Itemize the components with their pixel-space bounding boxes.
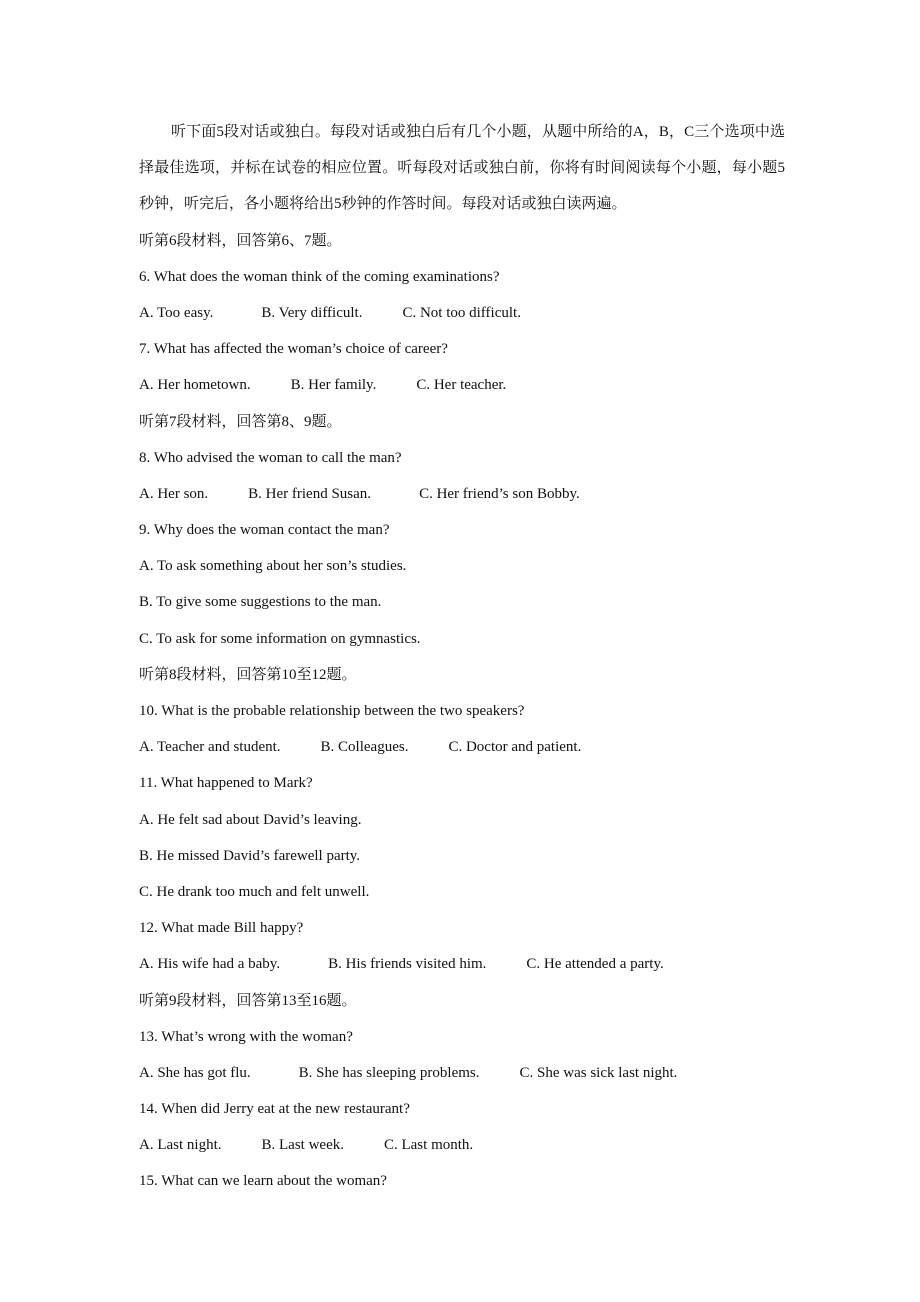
question-7: 7. What has affected the woman’s choice of career? xyxy=(139,341,448,358)
question-8: 8. Who advised the woman to call the man? xyxy=(139,449,402,466)
option-c: C. Her teacher. xyxy=(416,377,507,394)
options-q8 xyxy=(139,476,785,512)
options-q12 xyxy=(139,946,785,982)
option-a: A. Her hometown. xyxy=(139,377,251,394)
section-heading: 听第6段材料，回答第6、7题。 xyxy=(139,232,342,249)
question-13: 13. What’s wrong with the woman? xyxy=(139,1028,353,1045)
option-a: A. He felt sad about David’s leaving. xyxy=(139,811,362,828)
option-c: C. She was sick last night. xyxy=(519,1064,678,1081)
option-b: B. Her family. xyxy=(290,377,377,394)
option-a: A. Too easy. xyxy=(139,304,214,321)
option-c: C. Last month. xyxy=(383,1137,474,1154)
question-15: 15. What can we learn about the woman? xyxy=(139,1173,387,1190)
option-b: B. Colleagues. xyxy=(320,739,409,756)
listening-section xyxy=(139,114,785,1200)
option-b: B. He missed David’s farewell party. xyxy=(139,847,361,864)
option-c: C. Not too difficult. xyxy=(402,304,521,321)
question-9: 9. Why does the woman contact the man? xyxy=(139,522,390,539)
option-b: B. Very difficult. xyxy=(261,304,363,321)
option-b: B. His friends visited him. xyxy=(328,956,487,973)
option-c: C. Doctor and patient. xyxy=(448,739,582,756)
option-a: A. His wife had a baby. xyxy=(139,956,281,973)
options-q14 xyxy=(139,1127,785,1163)
question-11: 11. What happened to Mark? xyxy=(139,775,313,792)
question-14: 14. When did Jerry eat at the new restaurant? xyxy=(139,1101,410,1118)
option-a: A. To ask something about her son’s studies. xyxy=(139,558,407,575)
option-a: A. Her son. xyxy=(139,485,209,502)
option-b: B. To give some suggestions to the man. xyxy=(139,594,382,611)
option-a: A. Teacher and student. xyxy=(139,739,281,756)
option-c: C. To ask for some information on gymnastics. xyxy=(139,630,421,647)
section-heading: 听第7段材料，回答第8、9题。 xyxy=(139,413,342,430)
question-6: 6. What does the woman think of the coming examinations? xyxy=(139,268,500,285)
options-q10 xyxy=(139,729,785,765)
option-a: A. Last night. xyxy=(139,1137,222,1154)
option-b: B. She has sleeping problems. xyxy=(298,1064,480,1081)
option-c: C. Her friend’s son Bobby. xyxy=(419,485,580,502)
option-c: C. He attended a party. xyxy=(526,956,664,973)
question-10: 10. What is the probable relationship between the two speakers? xyxy=(139,703,525,720)
option-c: C. He drank too much and felt unwell. xyxy=(139,883,370,900)
section-heading: 听第9段材料，回答第13至16题。 xyxy=(139,992,357,1009)
options-q13 xyxy=(139,1055,785,1091)
section-heading: 听第8段材料，回答第10至12题。 xyxy=(139,666,357,683)
option-b: B. Last week. xyxy=(261,1137,344,1154)
options-q7 xyxy=(139,367,785,403)
options-q6 xyxy=(139,295,785,331)
instructions-paragraph: 听下面5段对话或独白。每段对话或独白后有几个小题，从题中所给的A，B，C三个选项中选择最佳选项，并标在试卷的相应位置。听每段对话或独白前，你将有时间阅读每个小题，每小题5秒钟，听完后，各小题将给出5秒钟的作答时间。每段对话或独白读两遍。 xyxy=(139,124,785,213)
option-a: A. She has got flu. xyxy=(139,1064,251,1081)
option-b: B. Her friend Susan. xyxy=(248,485,372,502)
question-12: 12. What made Bill happy? xyxy=(139,920,304,937)
